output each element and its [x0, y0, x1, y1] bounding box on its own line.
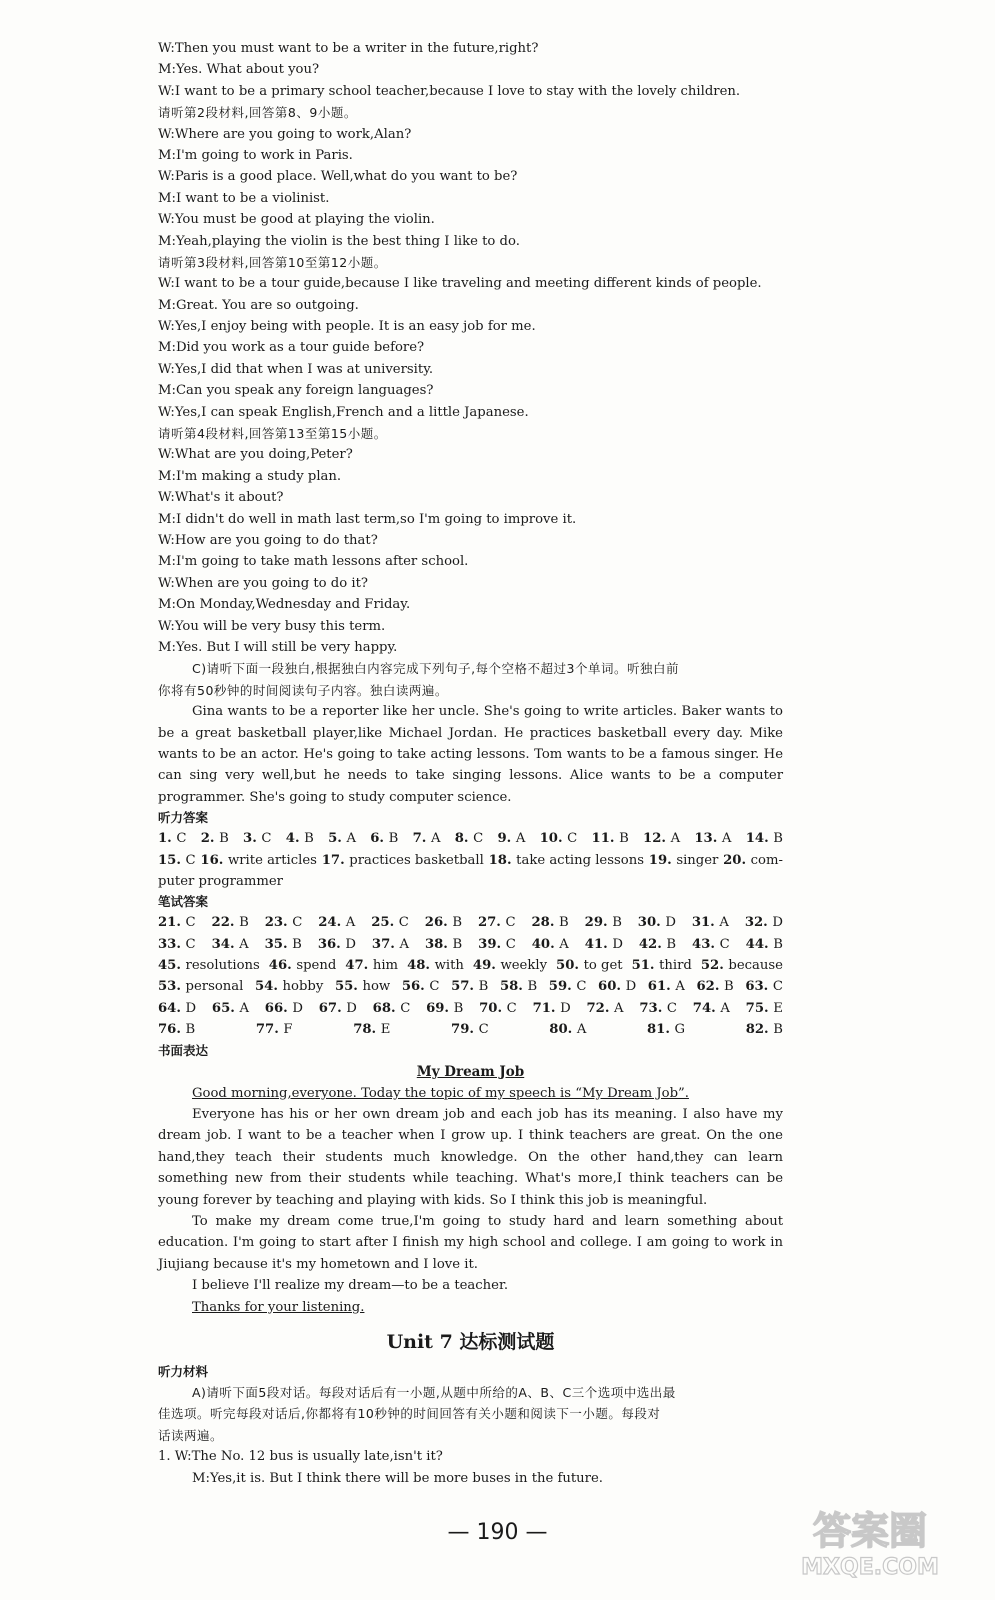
answer-item: 31. A: [691, 915, 729, 931]
answer-item: 44. B: [745, 936, 783, 952]
answer-item: 7. A: [412, 831, 441, 847]
answer-item: 12. A: [643, 831, 681, 847]
answer-item: 28. B: [531, 915, 569, 931]
dialog-line: W:I want to be a primary school teacher,because I love to stay with the lovely children.: [158, 83, 741, 99]
dialog-line: M:I want to be a violinist.: [158, 190, 330, 206]
answer-item: 65. A: [211, 1000, 249, 1016]
dialog-line: M:Yes. What about you?: [158, 62, 320, 78]
answer-row: [158, 998, 783, 1019]
answer-item: 51. third: [631, 958, 692, 974]
dialog-3: [158, 273, 783, 423]
answer-item: 52. because: [700, 958, 783, 974]
page-number: — 190 —: [447, 1520, 548, 1545]
answer-item: 37. A: [371, 936, 409, 952]
dialog-line: M:Yeah,playing the violin is the best thing I like to do.: [158, 233, 520, 249]
written-answers-title: 笔试答案: [158, 894, 209, 910]
answer-item: 39. C: [478, 936, 516, 952]
answer-item: 23. C: [264, 915, 303, 931]
answer-row: [158, 912, 783, 933]
listening-answers-title: 听力答案: [158, 810, 209, 826]
answer-item: 76. B: [158, 1022, 196, 1038]
answer-item: 47. him: [345, 958, 399, 974]
answer-item: 70. C: [479, 1000, 517, 1016]
answer-item: 15. C: [158, 852, 196, 868]
svg-text:答案圈: 答案圈: [812, 1509, 928, 1553]
answer-item: 2. B: [200, 831, 229, 847]
answer-item: 33. C: [158, 936, 196, 952]
answer-row: [158, 871, 783, 892]
answer-item: 53. personal: [158, 979, 244, 995]
written-answers: [158, 912, 783, 1040]
unit-title: Unit 7 达标测试题: [386, 1331, 555, 1354]
dialog-line: W:How are you going to do that?: [158, 532, 378, 548]
answer-item: 59. C: [548, 979, 587, 995]
answer-item: 68. C: [372, 1000, 411, 1016]
answer-item: 61. A: [647, 979, 685, 995]
answer-item: 4. B: [285, 831, 314, 847]
answer-item: 34. A: [211, 936, 249, 952]
question-1-line: 1. W:The No. 12 bus is usually late,isn't it?: [158, 1449, 443, 1465]
part-c-instruction: C)请听下面一段独白,根据独白内容完成下列句子,每个空格不超过3个单词。听独白前: [192, 661, 680, 677]
answer-item: 66. D: [264, 1000, 303, 1016]
answer-item: 22. B: [211, 915, 249, 931]
dialog-4: [158, 444, 783, 658]
dialog-line: M:Can you speak any foreign languages?: [158, 383, 434, 399]
answer-item: 60. D: [598, 979, 637, 995]
dialog-line: W:What are you doing,Peter?: [158, 447, 353, 463]
dialog-line: W:When are you going to do it?: [158, 575, 368, 591]
dialog-line: W:Where are you going to work,Alan?: [158, 126, 412, 142]
answer-item: 9. A: [497, 831, 526, 847]
section-2-heading: 请听第2段材料,回答第8、9小题。: [158, 105, 357, 121]
answer-row: [158, 1019, 783, 1040]
answer-item: 18. take acting lessons: [488, 852, 644, 868]
dialog-line: M:On Monday,Wednesday and Friday.: [158, 597, 411, 613]
answer-item: 25. C: [371, 915, 409, 931]
answer-item: 74. A: [692, 1000, 730, 1016]
essay-closing: [158, 1297, 783, 1318]
answer-item: 43. C: [692, 936, 730, 952]
writing-title: 书面表达: [158, 1042, 209, 1058]
essay-opening: [158, 1083, 783, 1104]
dialog-line: W:Yes,I did that when I was at university.: [158, 361, 434, 377]
document-page: [158, 38, 783, 1489]
answer-item: 1. C: [158, 831, 187, 847]
part-a-instruction: A)请听下面5段对话。每段对话后有一小题,从题中所给的A、B、C三个选项中选出最: [192, 1385, 676, 1401]
answer-item: 78. E: [353, 1022, 391, 1038]
dialog-2: [158, 124, 783, 252]
section-3-heading: 请听第3段材料,回答第10至第12小题。: [158, 254, 387, 270]
answer-item: 6. B: [370, 831, 399, 847]
dialog-line: M:I'm making a study plan.: [158, 468, 342, 484]
answer-item: 14. B: [745, 831, 783, 847]
answer-item: 54. hobby: [255, 979, 324, 995]
dialog-line: W:You will be very busy this term.: [158, 618, 386, 634]
answer-item: 69. B: [426, 1000, 464, 1016]
answer-item: 48. with: [407, 958, 464, 974]
listening-answers: [158, 828, 783, 892]
answer-item: 3. C: [243, 831, 272, 847]
dialog-line: M:I'm going to take math lessons after school.: [158, 554, 469, 570]
essay-paragraph-3: I believe I'll realize my dream—to be a teacher.: [192, 1278, 509, 1294]
answer-item: 55. how: [334, 979, 391, 995]
answer-item: 42. B: [638, 936, 677, 952]
answer-item: 64. D: [158, 1000, 197, 1016]
section-4-heading: 请听第4段材料,回答第13至第15小题。: [158, 426, 387, 442]
answer-item: 19. singer: [648, 852, 719, 868]
answer-item: 67. D: [318, 1000, 357, 1016]
answer-item: 16. write articles: [200, 852, 317, 868]
answer-item: 24. A: [318, 915, 356, 931]
answer-item: 29. B: [584, 915, 622, 931]
answer-row: [158, 976, 783, 997]
answer-item: 45. resolutions: [158, 958, 260, 974]
question-1-line: M:Yes,it is. But I think there will be more buses in the future.: [192, 1470, 603, 1486]
dialog-line: W:Yes,I enjoy being with people. It is an easy job for me.: [158, 319, 536, 335]
essay-opening-text: Good morning,everyone. Today the topic of my speech is “My Dream Job”.: [192, 1085, 689, 1101]
monologue-text: Gina wants to be a reporter like her uncle. She's going to write articles. Baker wants to be a great basketball player,like Michael Jordan. He practices basketball every day. Mike wants to be an actor. He's going to take acting lessons. Tom wants to be a famous singer. He can sing very well,but he needs to take singing lessons. Alice wants to be a computer programmer. She's going to study computer science.: [158, 704, 783, 805]
answer-item: 75. E: [745, 1000, 783, 1016]
answer-item: 46. spend: [268, 958, 337, 974]
answer-item: 79. C: [451, 1022, 489, 1038]
listening-material-title: 听力材料: [158, 1364, 209, 1380]
answer-item: 77. F: [255, 1022, 293, 1038]
dialog-1: [158, 38, 783, 102]
watermark-logo-icon: [775, 1500, 965, 1580]
answer-item: 49. weekly: [472, 958, 548, 974]
answer-item: 35. B: [264, 936, 302, 952]
answer-item: 80. A: [549, 1022, 587, 1038]
answer-item: 63. C: [745, 979, 783, 995]
answer-item: 5. A: [328, 831, 356, 847]
answer-item: 20. com-: [723, 852, 783, 868]
answer-item: 30. D: [637, 915, 676, 931]
answer-item: 58. B: [499, 979, 538, 995]
answer-item: 57. B: [451, 979, 489, 995]
dialog-line: M:I'm going to work in Paris.: [158, 147, 353, 163]
essay-paragraph-2: To make my dream come true,I'm going to study hard and learn something about education. I'm going to start after I finish my high school and college. I am going to work in Jiujiang because it's my hometown and I love it.: [158, 1214, 783, 1272]
answer-item: 13. A: [694, 831, 732, 847]
answer-item: 82. B: [745, 1022, 783, 1038]
answer-item: 50. to get: [556, 958, 623, 974]
answer-row: [158, 955, 783, 976]
answer-item: 72. A: [586, 1000, 624, 1016]
part-a-instruction: 话读两遍。: [158, 1427, 224, 1443]
answer-item: 10. C: [539, 831, 578, 847]
dialog-line: W:I want to be a tour guide,because I like traveling and meeting different kinds of people.: [158, 276, 762, 292]
answer-row: [158, 934, 783, 955]
answer-row: [158, 850, 783, 871]
dialog-line: W:Paris is a good place. Well,what do you want to be?: [158, 169, 518, 185]
answer-item: 38. B: [424, 936, 463, 952]
essay-closing-text: Thanks for your listening.: [192, 1299, 365, 1315]
essay-paragraph-1: Everyone has his or her own dream job and each job has its meaning. I also have my dream job. I want to be a teacher when I grow up. I think teachers are great. On the one hand,they teach their students much knowledge. On the other hand,they can learn something new from their students while teaching. What's more,I think teachers can be young forever by teaching and playing with kids. So I think this job is meaningful.: [158, 1107, 783, 1208]
answer-item: 26. B: [424, 915, 463, 931]
answer-item: 21. C: [158, 915, 196, 931]
answer-item: 41. D: [584, 936, 623, 952]
svg-text:MXQE.COM: MXQE.COM: [801, 1555, 939, 1580]
dialog-line: M:Great. You are so outgoing.: [158, 297, 359, 313]
dialog-line: W:You must be good at playing the violin.: [158, 212, 435, 228]
answer-item: 27. C: [477, 915, 516, 931]
dialog-line: W:What's it about?: [158, 490, 284, 506]
answer-item: 17. practices basketball: [321, 852, 484, 868]
answer-item: 56. C: [401, 979, 440, 995]
dialog-line: M:Did you work as a tour guide before?: [158, 340, 425, 356]
dialog-line: W:Then you must want to be a writer in the future,right?: [158, 41, 539, 56]
answer-item: 62. B: [696, 979, 734, 995]
answer-item: 8. C: [454, 831, 484, 847]
essay-title: My Dream Job: [416, 1063, 525, 1080]
answer-item: 32. D: [744, 915, 783, 931]
dialog-line: W:Yes,I can speak English,French and a little Japanese.: [158, 404, 529, 420]
answer-item: 11. B: [591, 831, 629, 847]
part-c-instruction: 你将有50秒钟的时间阅读句子内容。独白读两遍。: [158, 682, 448, 698]
answer-item: 36. D: [317, 936, 356, 952]
dialog-line: M:I didn't do well in math last term,so I'm going to improve it.: [158, 511, 577, 527]
answer-row: [158, 828, 783, 849]
answer-item: 73. C: [639, 1000, 677, 1016]
answer-item: 81. G: [646, 1022, 686, 1038]
dialog-line: M:Yes. But I will still be very happy.: [158, 639, 398, 655]
answer-item: 40. A: [531, 936, 569, 952]
part-a-instruction: 佳选项。听完每段对话后,你都将有10秒钟的时间回答有关小题和阅读下一小题。每段对: [158, 1406, 661, 1422]
answer-item: puter programmer: [158, 873, 283, 889]
answer-item: 71. D: [532, 1000, 571, 1016]
